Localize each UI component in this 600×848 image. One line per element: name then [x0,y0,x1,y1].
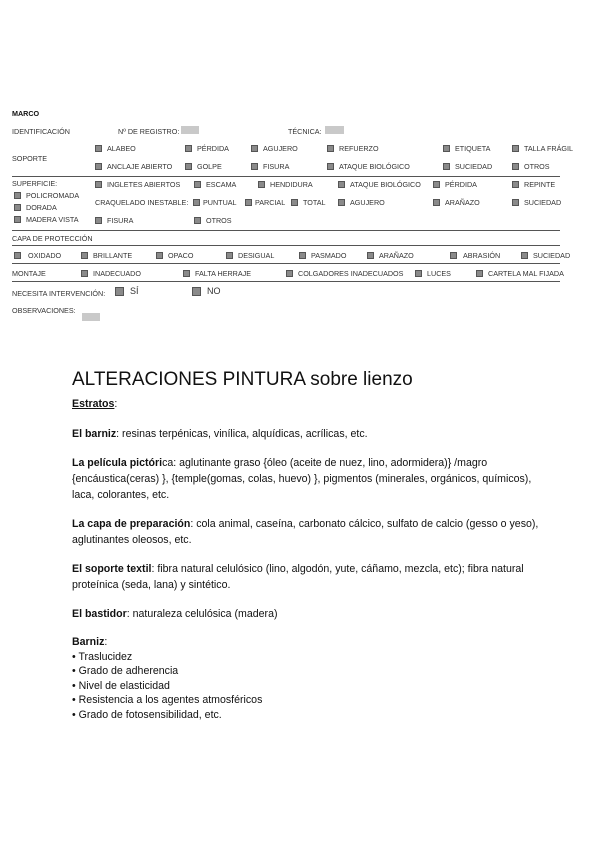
ingletes-label: INGLETES ABIERTOS [107,180,181,189]
capa-paragraph [72,516,542,548]
dorada-label: DORADA [26,203,57,212]
soporte-agujero-checkbox[interactable] [251,145,258,152]
soporte-golpe-checkbox[interactable] [185,163,192,170]
soporte-talla-label: TALLA FRÁGIL [524,144,573,153]
divider [12,245,560,246]
ingletes-checkbox[interactable] [95,181,102,188]
soporte-ataque-label: ATAQUE BIOLÓGICO [339,162,410,171]
falta-herraje-checkbox[interactable] [183,270,190,277]
bastidor-text: : naturaleza celulósica (madera) [126,608,278,620]
pelicula-text: ca: aglutinante graso {óleo (aceite de nuez, lino, adormidera)} /magro {encáustica(ceras) }, {temple(gomas, colas, huevo) }, pigmentos (minerales, orgánicos, químicos), laca, colorantes, etc. [72,457,532,501]
luces-label: LUCES [427,269,451,278]
puntual-label: PUNTUAL [203,198,237,207]
brillante-label: BRILLANTE [93,251,133,260]
soporte-perdida-label: PÉRDIDA [197,144,229,153]
total-label: TOTAL [303,198,326,207]
sup-agujero-checkbox[interactable] [338,199,345,206]
sup-otros-checkbox[interactable] [194,217,201,224]
divider [12,230,560,231]
sup-suciedad-label: SUCIEDAD [524,198,562,207]
soporte-paragraph [72,561,542,593]
sup-ataque-checkbox[interactable] [338,181,345,188]
barniz-list [72,650,542,722]
abrasion-label: ABRASIÓN [463,251,501,260]
capa-text: : cola animal, caseína, carbonato cálcico, sulfato de calcio (gesso o yeso), aglutinantes oleosos, etc. [72,518,539,546]
marco-heading: MARCO [12,109,40,118]
parcial-label: PARCIAL [255,198,286,207]
tecnica-label: TÉCNICA: [288,127,322,136]
soporte-otros-checkbox[interactable] [512,163,519,170]
dorada-checkbox[interactable] [14,204,21,211]
hendidura-checkbox[interactable] [258,181,265,188]
list-item: • Grado de adherencia [72,665,179,678]
pasmado-label: PASMADO [311,251,347,260]
madera-vista-label: MADERA VISTA [26,215,79,224]
policromada-label: POLICROMADA [26,191,80,200]
inadecuado-label: INADECUADO [93,269,141,278]
divider [12,263,560,264]
capa-suciedad-checkbox[interactable] [521,252,528,259]
colgadores-checkbox[interactable] [286,270,293,277]
observaciones-field[interactable] [82,313,100,321]
barniz-paragraph [72,426,542,442]
capa-label: CAPA DE PROTECCIÓN [12,234,93,243]
sup-ataque-label: ATAQUE BIOLÓGICO [350,180,421,189]
escama-checkbox[interactable] [194,181,201,188]
capa-suciedad-label: SUCIEDAD [533,251,571,260]
cartela-label: CARTELA MAL FIJADA [488,269,564,278]
barniz-label: El barniz [72,428,117,440]
intervencion-no-checkbox[interactable] [192,287,201,296]
falta-herraje-label: FALTA HERRAJE [195,269,252,278]
tecnica-field[interactable] [325,126,344,134]
brillante-checkbox[interactable] [81,252,88,259]
capa-aranazo-label: ARAÑAZO [379,251,414,260]
total-checkbox[interactable] [291,199,298,206]
sup-agujero-label: AGUJERO [350,198,385,207]
sup-fisura-label: FISURA [107,216,134,225]
colgadores-label: COLGADORES INADECUADOS [298,269,404,278]
divider [12,281,560,282]
puntual-checkbox[interactable] [193,199,200,206]
aranazo-label: ARAÑAZO [445,198,480,207]
estratos-label: Estratos [72,398,115,410]
craquelado-label: CRAQUELADO INESTABLE: [95,198,189,207]
desigual-checkbox[interactable] [226,252,233,259]
pelicula-label: La película pictóri [72,457,163,469]
cartela-checkbox[interactable] [476,270,483,277]
parcial-checkbox[interactable] [245,199,252,206]
pelicula-paragraph [72,455,542,503]
pasmado-checkbox[interactable] [299,252,306,259]
list-item: • Resistencia a los agentes atmosféricos [72,694,263,707]
document-body [72,368,542,722]
sup-perdida-label: PÉRDIDA [445,180,477,189]
soporte-alabeo-checkbox[interactable] [95,145,102,152]
capa-aranazo-checkbox[interactable] [367,252,374,259]
list-item: • Nivel de elasticidad [72,679,170,692]
hendidura-label: HENDIDURA [270,180,313,189]
divider [12,176,560,177]
soporte-fisura-checkbox[interactable] [251,163,258,170]
capa-label-doc: La capa de preparación [72,518,191,530]
sup-otros-label: OTROS [206,216,232,225]
registro-label: Nº DE REGISTRO: [118,127,180,136]
escama-label: ESCAMA [206,180,237,189]
registro-field[interactable] [181,126,199,134]
identificacion-label: IDENTIFICACIÓN [12,127,70,136]
soporte-agujero-label: AGUJERO [263,144,298,153]
barniz2-heading: Barniz: [72,636,108,648]
soporte-suciedad-label: SUCIEDAD [455,162,493,171]
sup-fisura-checkbox[interactable] [95,217,102,224]
soporte-ataque-checkbox[interactable] [327,163,334,170]
opaco-label: OPACO [168,251,194,260]
bastidor-label: El bastidor [72,608,127,620]
sup-suciedad-checkbox[interactable] [512,199,519,206]
policromada-checkbox[interactable] [14,192,21,199]
soporte-golpe-label: GOLPE [197,162,222,171]
intervencion-si-checkbox[interactable] [115,287,124,296]
soporte-talla-checkbox[interactable] [512,145,519,152]
intervencion-no-label: NO [207,286,221,296]
intervencion-si-label: SÍ [130,286,139,296]
inadecuado-checkbox[interactable] [81,270,88,277]
superficie-label: SUPERFICIE: [12,179,58,188]
montaje-label: MONTAJE [12,269,46,278]
soporte-etiqueta-checkbox[interactable] [443,145,450,152]
repinte-checkbox[interactable] [512,181,519,188]
madera-vista-checkbox[interactable] [14,216,21,223]
soporte-label: SOPORTE [12,154,48,163]
soporte-text: : fibra natural celulósico (lino, algodón, yute, cáñamo, mezcla, etc); fibra natural proteínica (seda, lana) y sintético. [72,563,524,591]
soporte-refuerzo-checkbox[interactable] [327,145,334,152]
intervencion-label: NECESITA INTERVENCIÓN: [12,289,106,298]
soporte-otros-label: OTROS [524,162,550,171]
document-title: ALTERACIONES PINTURA sobre lienzo [72,369,413,390]
barniz2-label: Barniz [72,636,105,648]
soporte-fisura-label: FISURA [263,162,290,171]
sup-perdida-checkbox[interactable] [433,181,440,188]
barniz-text: : resinas terpénicas, vinílica, alquídicas, acrílicas, etc. [116,428,368,440]
list-item: • Grado de fotosensibilidad, etc. [72,708,222,721]
soporte-suciedad-checkbox[interactable] [443,163,450,170]
soporte-refuerzo-label: REFUERZO [339,144,379,153]
soporte-anclaje-checkbox[interactable] [95,163,102,170]
soporte-anclaje-label: ANCLAJE ABIERTO [107,162,173,171]
bastidor-paragraph [72,606,542,622]
soporte-label-doc: El soporte textil [72,563,152,575]
luces-checkbox[interactable] [415,270,422,277]
aranazo-checkbox[interactable] [433,199,440,206]
repinte-label: REPINTE [524,180,556,189]
abrasion-checkbox[interactable] [450,252,457,259]
observaciones-label: OBSERVACIONES: [12,306,76,315]
desigual-label: DESIGUAL [238,251,275,260]
soporte-perdida-checkbox[interactable] [185,145,192,152]
soporte-etiqueta-label: ETIQUETA [455,144,491,153]
opaco-checkbox[interactable] [156,252,163,259]
estratos-heading: Estratos: [72,398,118,410]
oxidado-label: OXIDADO [28,251,62,260]
soporte-alabeo-label: ALABEO [107,144,136,153]
oxidado-checkbox[interactable] [14,252,21,259]
list-item: • Traslucidez [72,651,133,663]
